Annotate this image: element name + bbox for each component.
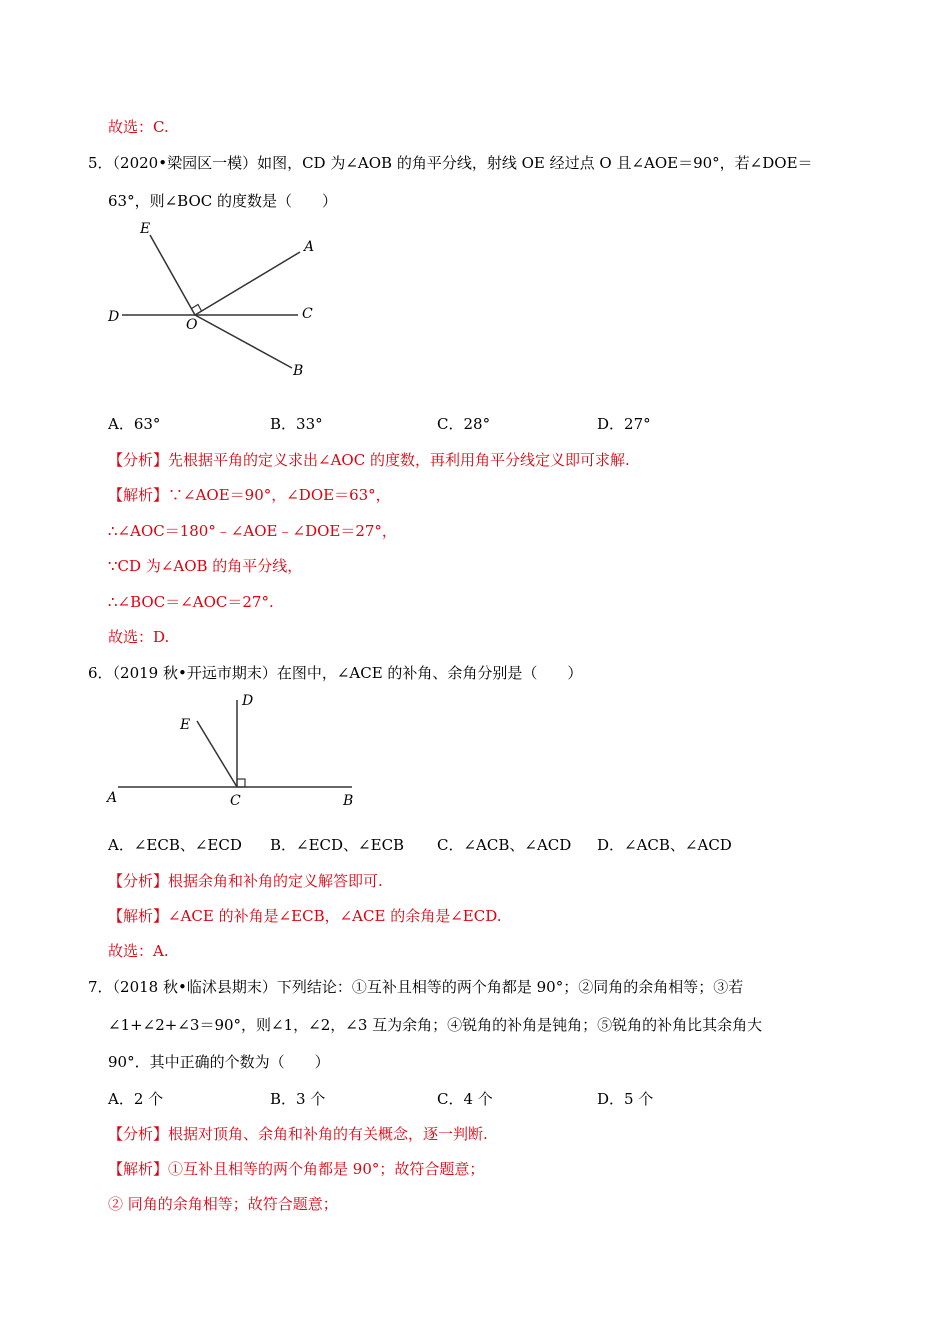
q6-ray-ce (197, 721, 237, 787)
q7-solution-line2: ② 同角的余角相等；故符合题意； (108, 1195, 338, 1213)
q5-stem-line2: 63°，则∠BOC 的度数是（ ） (108, 192, 338, 210)
q5-solution-line2: ∴∠AOC＝180°﹣∠AOE﹣∠DOE＝27°， (108, 522, 397, 540)
q6-label-d: D (242, 693, 254, 709)
q6-option-b[interactable]: B．∠ECD、∠ECB (270, 836, 405, 854)
q5-label-b: B (293, 363, 304, 379)
q5-stem-line1: 5．（2020•梁园区一模）如图，CD 为∠AOB 的角平分线，射线 OE 经过点 O 且∠AOE＝90°，若∠DOE＝ (88, 154, 813, 172)
q5-label-o: O (186, 317, 198, 333)
q5-option-d[interactable]: D．27° (597, 415, 651, 433)
q5-option-c[interactable]: C．28° (437, 415, 491, 433)
q5-solution-line3: ∵CD 为∠AOB 的角平分线， (108, 557, 303, 575)
q7-stem-line2: ∠1+∠2+∠3＝90°，则∠1，∠2，∠3 互为余角；④锐角的补角是钝角；⑤锐角的补角比其余角大 (108, 1016, 763, 1034)
q5-answer: 故选：D. (108, 628, 170, 646)
q7-solution-line1: 【解析】①互补且相等的两个角都是 90°；故符合题意； (108, 1160, 485, 1178)
q7-option-d[interactable]: D．5 个 (597, 1090, 654, 1108)
q5-label-a: A (304, 239, 315, 255)
q6-figure (100, 688, 370, 818)
q7-option-a[interactable]: A．2 个 (108, 1090, 164, 1108)
q5-label-c: C (302, 306, 313, 322)
q6-right-angle-mark (237, 779, 245, 787)
q5-ray-ob (195, 315, 292, 368)
q5-figure (100, 215, 340, 385)
q6-option-c[interactable]: C．∠ACB、∠ACD (437, 836, 572, 854)
q5-solution-line1: 【解析】∵∠AOE＝90°，∠DOE＝63°， (108, 486, 391, 504)
q7-option-b[interactable]: B．3 个 (270, 1090, 326, 1108)
q7-stem-line1: 7．（2018 秋•临沭县期末）下列结论：①互补且相等的两个角都是 90°；②同角的余角相等；③若 (88, 978, 744, 996)
q5-ray-oe (150, 235, 195, 315)
q5-label-d: D (108, 309, 120, 325)
q5-analysis: 【分析】先根据平角的定义求出∠AOC 的度数，再利用角平分线定义即可求解. (108, 451, 630, 469)
q6-solution: 【解析】∠ACE 的补角是∠ECB，∠ACE 的余角是∠ECD. (108, 907, 502, 925)
q7-option-c[interactable]: C．4 个 (437, 1090, 493, 1108)
q6-option-a[interactable]: A．∠ECB、∠ECD (108, 836, 242, 854)
q4-answer: 故选：C. (108, 118, 169, 136)
q6-label-a: A (107, 790, 118, 806)
q6-stem: 6．（2019 秋•开远市期末）在图中，∠ACE 的补角、余角分别是（ ） (88, 664, 583, 682)
q5-option-b[interactable]: B．33° (270, 415, 323, 433)
q6-answer: 故选：A. (108, 942, 169, 960)
q6-label-c: C (230, 793, 241, 809)
q6-label-e: E (180, 717, 191, 733)
q5-ray-oa (195, 252, 300, 315)
q6-label-b: B (343, 793, 354, 809)
q7-stem-line3: 90°．其中正确的个数为（ ） (108, 1053, 330, 1071)
q5-solution-line4: ∴∠BOC＝∠AOC＝27°. (108, 593, 274, 611)
q6-analysis: 【分析】根据余角和补角的定义解答即可. (108, 872, 383, 890)
q5-option-a[interactable]: A．63° (108, 415, 161, 433)
q6-option-d[interactable]: D．∠ACB、∠ACD (597, 836, 732, 854)
q7-analysis: 【分析】根据对顶角、余角和补角的有关概念，逐一判断. (108, 1125, 488, 1143)
q5-label-e: E (140, 221, 151, 237)
